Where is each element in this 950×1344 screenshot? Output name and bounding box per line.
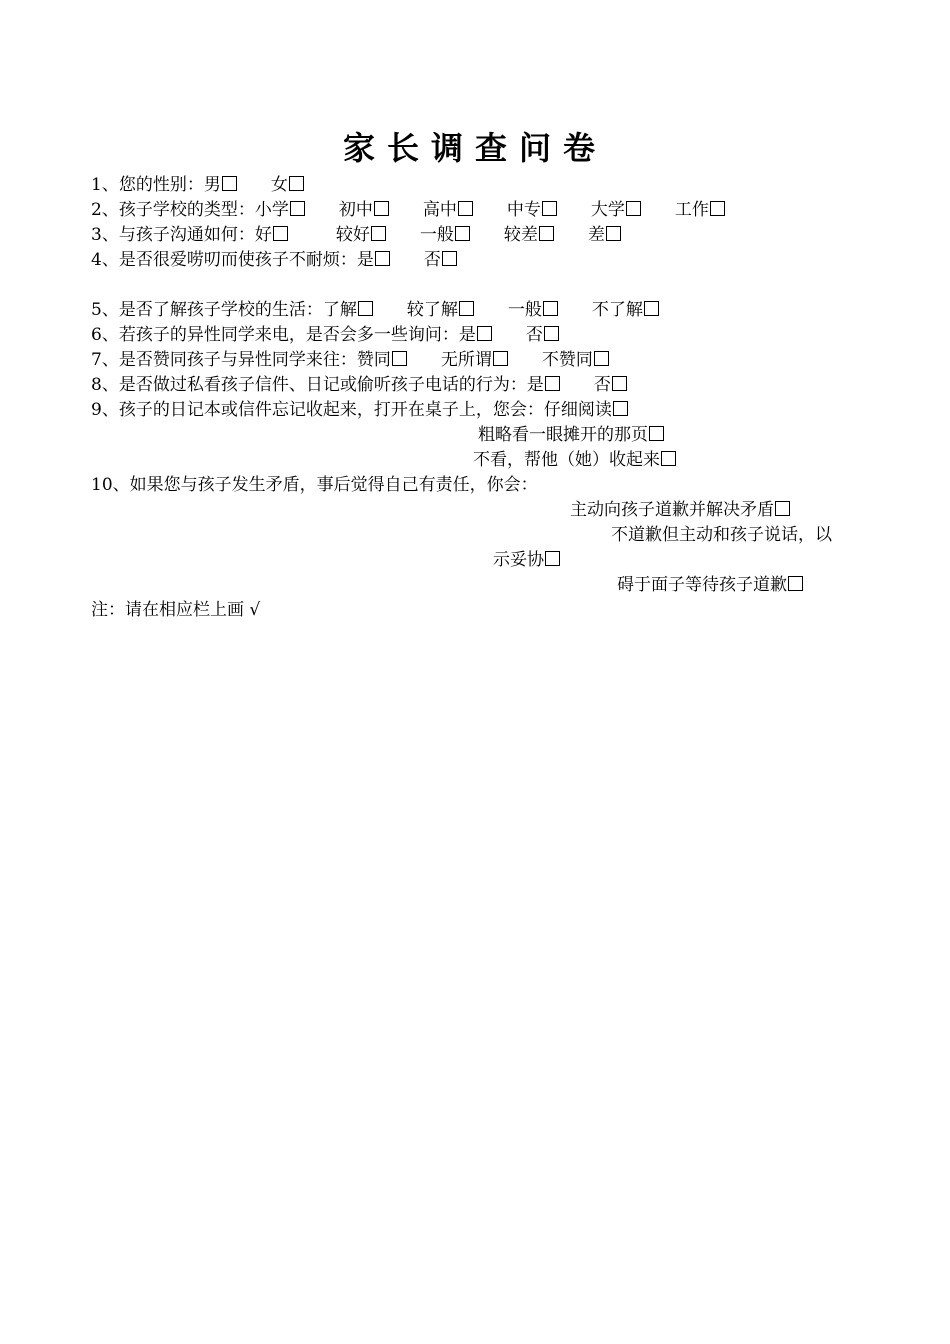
option-primary[interactable]: 小学 [255,198,305,222]
question-1 [91,173,330,197]
question-9-option-skim[interactable]: 粗略看一眼摊开的那页 [478,423,664,447]
question-7-text: 7、是否赞同孩子与异性同学来往： [91,350,357,370]
checkbox[interactable] [644,301,659,316]
checkbox[interactable] [545,376,560,391]
option-junior[interactable]: 初中 [339,198,389,222]
question-8 [91,373,653,397]
option-male[interactable]: 男 [204,173,237,197]
checkbox[interactable] [710,201,725,216]
option-disagree[interactable]: 不赞同 [542,348,609,372]
note: 注：请在相应栏上画 √ [91,600,261,620]
question-10-option-talk-cont[interactable]: 示妥协 [493,548,560,572]
checkbox[interactable] [594,351,609,366]
checkbox[interactable] [477,326,492,341]
option-no[interactable]: 否 [424,248,457,272]
checkbox[interactable] [375,251,390,266]
option-not-understand[interactable]: 不了解 [592,298,659,322]
option-senior[interactable]: 高中 [423,198,473,222]
question-2-text: 2、孩子学校的类型： [91,200,255,220]
checkbox[interactable] [392,351,407,366]
option-work[interactable]: 工作 [675,198,725,222]
question-10-option-talk[interactable]: 不道歉但主动和孩子说话，以 [611,525,832,545]
option-fairly-poor[interactable]: 较差 [504,223,554,247]
option-yes[interactable]: 是 [527,373,560,397]
option-fairly-understand[interactable]: 较了解 [407,298,474,322]
option-indifferent[interactable]: 无所谓 [441,348,508,372]
checkbox[interactable] [649,426,664,441]
page-title: 家长调查问卷 [342,129,607,167]
option-yes[interactable]: 是 [357,248,390,272]
option-understand[interactable]: 了解 [323,298,373,322]
question-9-text: 9、孩子的日记本或信件忘记收起来，打开在桌子上，您会： [91,400,544,420]
option-average[interactable]: 一般 [420,223,470,247]
question-9 [91,398,654,422]
question-4 [91,248,483,272]
checkbox[interactable] [455,226,470,241]
checkbox[interactable] [544,326,559,341]
checkbox[interactable] [606,226,621,241]
checkbox[interactable] [459,301,474,316]
checkbox[interactable] [788,576,803,591]
checkbox[interactable] [545,551,560,566]
question-8-text: 8、是否做过私看孩子信件、日记或偷听孩子电话的行为： [91,375,527,395]
question-9-option-put-away[interactable]: 不看，帮他（她）收起来 [473,448,676,472]
option-read-carefully[interactable]: 仔细阅读 [544,398,628,422]
checkbox[interactable] [273,226,288,241]
option-fairly-good[interactable]: 较好 [336,223,386,247]
question-10 [91,473,538,497]
question-1-text: 1、您的性别： [91,175,204,195]
question-3-text: 3、与孩子沟通如何： [91,225,255,245]
question-6-text: 6、若孩子的异性同学来电，是否会多一些询问： [91,325,459,345]
checkbox[interactable] [458,201,473,216]
checkbox[interactable] [222,176,237,191]
question-2 [91,198,751,222]
option-agree[interactable]: 赞同 [357,348,407,372]
checkbox[interactable] [661,451,676,466]
option-yes[interactable]: 是 [459,323,492,347]
question-5-text: 5、是否了解孩子学校的生活： [91,300,323,320]
checkbox[interactable] [612,376,627,391]
question-10-text: 10、如果您与孩子发生矛盾，事后觉得自己有责任，你会： [91,475,538,495]
question-7 [91,348,635,372]
checkbox[interactable] [539,226,554,241]
checkbox[interactable] [613,401,628,416]
question-6 [91,323,585,347]
checkbox[interactable] [371,226,386,241]
question-5 [91,298,685,322]
option-no[interactable]: 否 [526,323,559,347]
option-female[interactable]: 女 [271,173,304,197]
question-10-option-wait[interactable]: 碍于面子等待孩子道歉 [617,573,803,597]
option-vocational[interactable]: 中专 [507,198,557,222]
checkbox[interactable] [493,351,508,366]
checkbox[interactable] [775,501,790,516]
question-3 [91,223,647,247]
checkbox[interactable] [442,251,457,266]
checkbox[interactable] [290,201,305,216]
checkbox[interactable] [358,301,373,316]
checkbox[interactable] [543,301,558,316]
option-good[interactable]: 好 [255,223,288,247]
option-university[interactable]: 大学 [591,198,641,222]
option-poor[interactable]: 差 [588,223,621,247]
checkbox[interactable] [289,176,304,191]
option-no[interactable]: 否 [594,373,627,397]
checkbox[interactable] [374,201,389,216]
option-average[interactable]: 一般 [508,298,558,322]
checkbox[interactable] [542,201,557,216]
checkbox[interactable] [626,201,641,216]
question-10-option-apologize[interactable]: 主动向孩子道歉并解决矛盾 [570,498,790,522]
question-4-text: 4、是否很爱唠叨而使孩子不耐烦： [91,250,357,270]
